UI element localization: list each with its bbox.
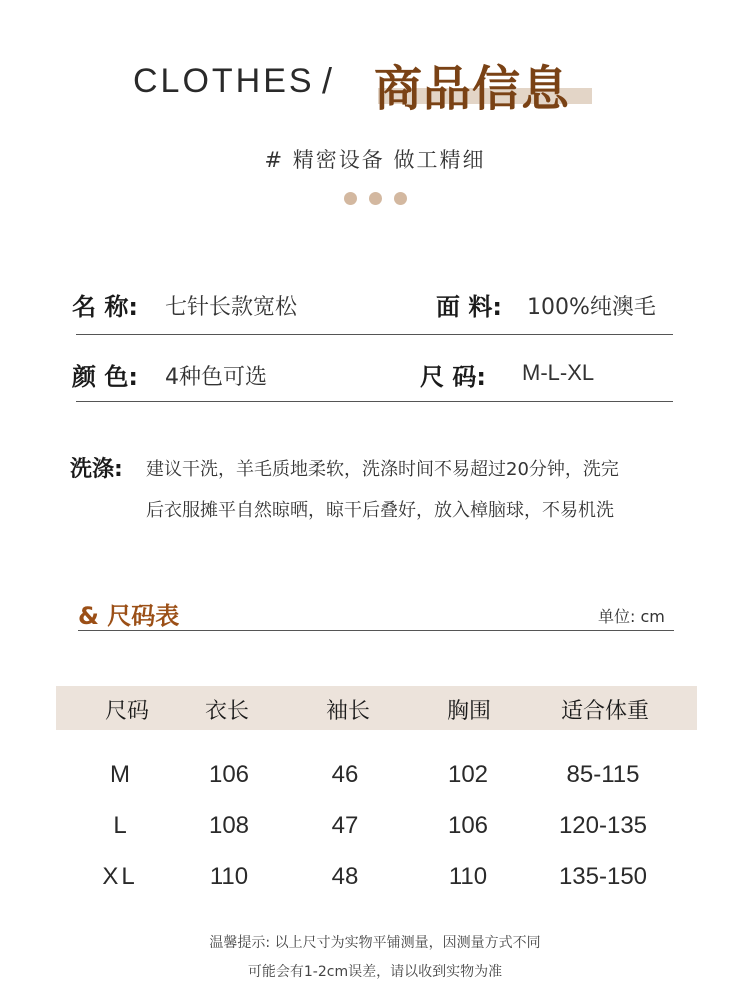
note-line2: 可能会有1-2cm误差，请以收到实物为准: [247, 964, 503, 980]
dot-icon: [344, 192, 357, 205]
table-cell: 110: [448, 863, 488, 890]
table-cell: 120-135: [558, 812, 648, 839]
header-slash: /: [322, 60, 333, 101]
table-cell: 106: [447, 812, 489, 839]
table-cell: 106: [208, 761, 250, 788]
wash-text-line1: 建议干洗，羊毛质地柔软，洗涤时间不易超过20分钟，洗完: [146, 459, 619, 480]
table-cell: 135-150: [558, 863, 648, 890]
dot-icon: [369, 192, 382, 205]
table-cell: L: [113, 812, 127, 839]
size-value: M-L-XL: [522, 360, 595, 385]
name-label: 名 称:: [72, 293, 138, 321]
name-value: 七针长款宽松: [165, 295, 298, 320]
table-header-cell: 适合体重: [560, 699, 649, 724]
header-title-cn: 商品信息: [374, 61, 571, 117]
divider: [76, 334, 673, 335]
size-chart-unit: 单位: cm: [598, 607, 665, 626]
table-header-cell: 胸围: [446, 699, 491, 724]
table-cell: 48: [331, 863, 359, 890]
divider: [76, 401, 673, 402]
color-label: 颜 色:: [72, 363, 138, 391]
table-cell: 46: [331, 761, 359, 788]
divider: [78, 630, 674, 631]
table-header-cell: 袖长: [325, 699, 370, 724]
table-cell: XL: [102, 863, 138, 890]
table-cell: M: [110, 761, 130, 788]
fabric-value: 100%纯澳毛: [527, 295, 656, 320]
wash-text-line2: 后衣服摊平自然晾晒，晾干后叠好，放入樟脑球，不易机洗: [146, 500, 614, 521]
header-subtitle: # 精密设备 做工精细: [264, 148, 486, 172]
color-value: 4种色可选: [165, 365, 267, 390]
table-cell: 110: [209, 863, 249, 890]
decorative-dots: [0, 192, 750, 205]
table-cell: 47: [331, 812, 359, 839]
wash-label: 洗涤:: [70, 457, 123, 482]
size-chart-title: & 尺码表: [78, 602, 180, 630]
table-header-cell: 尺码: [104, 699, 149, 724]
table-cell: 102: [447, 761, 489, 788]
size-label: 尺 码:: [420, 363, 486, 391]
dot-icon: [394, 192, 407, 205]
table-header-cell: 衣长: [204, 699, 249, 724]
table-cell: 85-115: [566, 761, 640, 788]
fabric-label: 面 料:: [436, 293, 502, 321]
table-cell: 108: [208, 812, 250, 839]
header-title-en: CLOTHES: [133, 62, 315, 100]
note-line1: 温馨提示: 以上尺寸为实物平铺测量，因测量方式不同: [209, 935, 541, 951]
